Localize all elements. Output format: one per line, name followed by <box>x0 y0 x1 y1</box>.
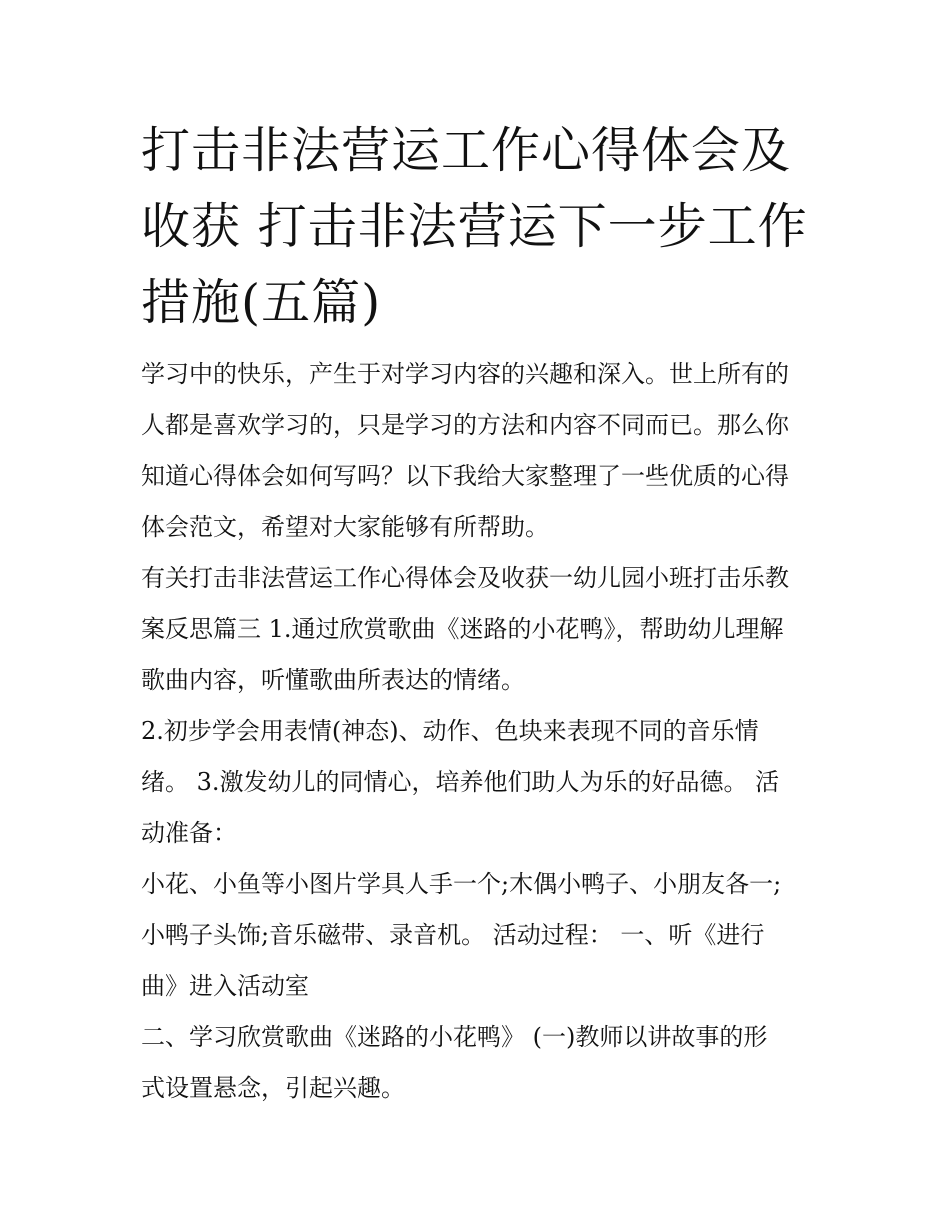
text-line: 2.初步学会用表情(神态)、动作、色块来表现不同的音乐情 <box>141 717 759 745</box>
text-line: 案反思篇三 1.通过欣赏歌曲《迷路的小花鸭》，帮助幼儿理解 <box>141 615 784 643</box>
paragraph-intro <box>141 349 816 553</box>
title-line: 打击非法营运工作心得体会及 <box>141 122 792 179</box>
text-line: 人都是喜欢学习的，只是学习的方法和内容不同而已。那么你 <box>141 411 789 439</box>
text-line: 歌曲内容，听懂歌曲所表达的情绪。 <box>141 666 525 694</box>
paragraph-goals <box>141 706 816 859</box>
paragraph-activity <box>141 1012 816 1114</box>
text-line: 小鸭子头饰;音乐磁带、录音机。 活动过程： 一、听《进行 <box>141 921 765 949</box>
text-line: 动准备： <box>141 819 237 847</box>
title-line: 措施(五篇) <box>141 274 382 331</box>
text-line: 式设置悬念，引起兴趣。 <box>141 1074 405 1102</box>
text-line: 学习中的快乐，产生于对学习内容的兴趣和深入。世上所有的 <box>141 360 789 388</box>
text-line: 有关打击非法营运工作心得体会及收获一幼儿园小班打击乐教 <box>141 564 789 592</box>
text-line: 二、学习欣赏歌曲《迷路的小花鸭》 (一)教师以讲故事的形 <box>141 1023 768 1051</box>
text-line: 曲》进入活动室 <box>141 972 309 1000</box>
document-title <box>141 113 816 341</box>
paragraph-preparation <box>141 859 816 1012</box>
document-page <box>141 113 816 1114</box>
title-line: 收获 打击非法营运下一步工作 <box>141 198 808 255</box>
paragraph-objectives <box>141 553 816 706</box>
text-line: 小花、小鱼等小图片学具人手一个;木偶小鸭子、小朋友各一; <box>141 870 782 898</box>
text-line: 知道心得体会如何写吗？以下我给大家整理了一些优质的心得 <box>141 462 789 490</box>
text-line: 体会范文，希望对大家能够有所帮助。 <box>141 513 549 541</box>
text-line: 绪。 3.激发幼儿的同情心，培养他们助人为乐的好品德。 活 <box>141 768 780 796</box>
